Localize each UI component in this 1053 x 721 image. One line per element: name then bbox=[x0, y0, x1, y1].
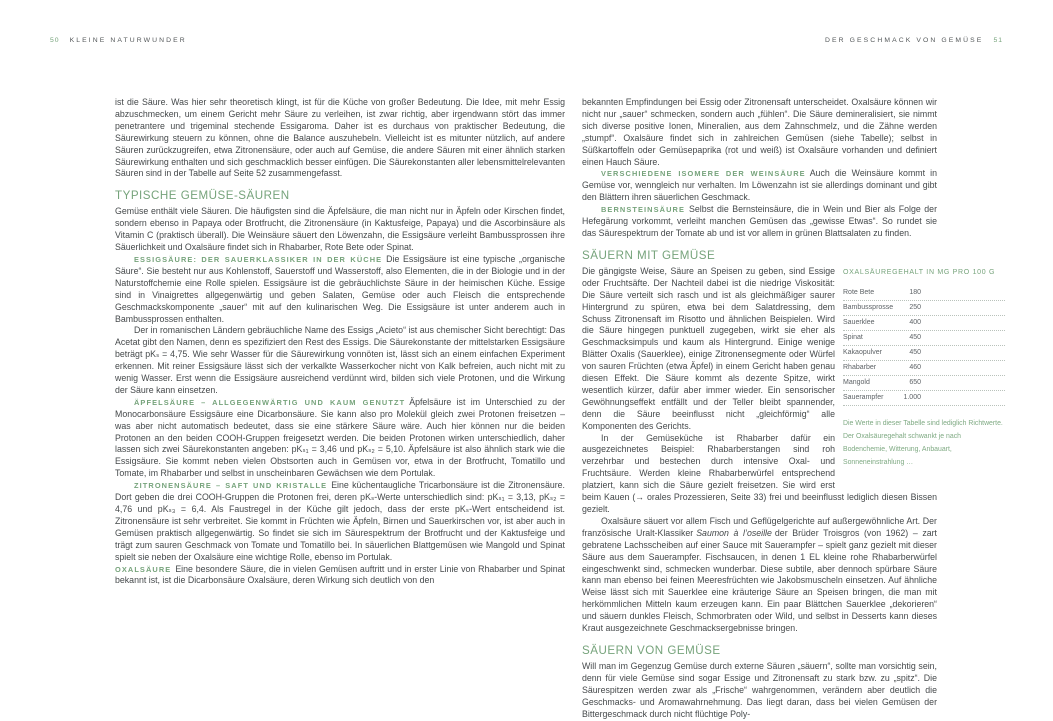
table-row-label: Kakaopulver bbox=[843, 348, 882, 356]
paragraph-text: Äpfelsäure ist im Unterschied zu der Monocarbonsäure Essigsäure eine Dicarbonsäure. Sie kann also pro Molekül gleich zwei Protonen freisetzen – was aber nicht automatisch bedeutet, dass sie eine stärkere Säure wäre. Auch hier können nur die beiden Protonen an den beiden COOH-Gruppen freigesetzt werden. Die beiden Protonen wirken unterschiedlich, daher lassen sich zwei Säurekonstanten angeben: pKₛ₁ = 3,46 und pKₛ₂ = 5,10. Äpfelsäure ist also ähnlich stark wie die Essigsäure. Sie kommt neben vielen Obstsorten auch in Gemüsen vor, etwa in der Brotfrucht, Tomatillo und Tomate, im Rhabarber und selbst in unscheinbaren Gewächsen wie dem Portulak. bbox=[115, 396, 565, 479]
runin-heading: VERSCHIEDENE ISOMERE DER WEINSÄURE bbox=[601, 169, 806, 179]
running-head-left bbox=[50, 37, 187, 44]
dish-name-italic: Saumon à l’oseille bbox=[696, 527, 772, 538]
table-row-value: 450 bbox=[909, 333, 921, 341]
paragraph: ist die Säure. Was hier sehr theoretisch klingt, ist für die Küche von großer Bedeutung. Die Idee, mit mehr Essig abzuschmecken, um einem Gericht mehr Säure zu verleihen, ist zwar richtig, aber irgendwann stört das immer penetrantere und trigeminal stechende Essigaroma. Daher ist es durchaus von praktischer Bedeutung, die Säurewirkung steuern zu können, ohne die Balance auszuhebeln. Vielleicht ist es mitunter nützlich, auf andere Säuren zurückzugreifen, etwa Zitronensäure, oder auch auf Gemüse, die andere Säuren mit einer ähnlich starken Säurewirkung enthalten und sich geschmacklich besser einfügen. Die Säurekonstanten aller lebensmittelrelevanten Säuren sind in der Tabelle auf Seite 52 zusammengefasst. bbox=[115, 97, 565, 179]
table-row bbox=[843, 391, 1005, 406]
paragraph-bernsteinsaeure bbox=[582, 204, 937, 240]
page-left bbox=[115, 97, 565, 587]
table-row-label: Bambussprosse bbox=[843, 303, 894, 311]
paragraph-text: Oxalsäure säuert vor allem Fisch und Geflügelgerichte auf außergewöhnliche Art. Der französische Uralt-Klassiker bbox=[582, 515, 937, 538]
paragraph-essigsaeure bbox=[115, 254, 565, 325]
paragraph-zitronensaeure bbox=[115, 480, 565, 563]
paragraph-weinsaeure bbox=[582, 168, 937, 204]
table-row bbox=[843, 361, 1005, 376]
table-row-value: 450 bbox=[909, 348, 921, 356]
runin-heading: ZITRONENSÄURE – SAFT UND KRISTALLE bbox=[134, 481, 328, 491]
table-row-value: 1.000 bbox=[903, 393, 921, 401]
paragraph: Der in romanischen Ländern gebräuchliche Name des Essigs „Acieto“ ist aus chemischer Sicht berechtigt: Das Acetat gibt den Namen, denn es spezifiziert den Rest des Essigs. Die Säurekonstante der mittelstarken Essigsäure beträgt pKₛ = 4,75. Wie sehr Wasser für die Säurewirkung vonnöten ist, lässt sich an einem einfachen Experiment erkennen. Mit reiner Essigsäure lässt sich der verkalkte Wasserkocher nicht von Kalk befreien, auch nicht mit zu wenig Wasser. Erst wenn die Essigsäure ausreichend verdünnt wird, bilden sich viele Protonen, und die Wirkung der Säure kann einsetzen. bbox=[115, 325, 565, 395]
table-row-value: 400 bbox=[909, 318, 921, 326]
table-title: OXALSÄUREGEHALT IN MG PRO 100 G bbox=[843, 268, 996, 276]
page-number-left: 50 bbox=[50, 37, 60, 44]
paragraph-aepfelsaeure bbox=[115, 397, 565, 480]
paragraph: Gemüse enthält viele Säuren. Die häufigsten sind die Äpfelsäure, die man nicht nur in Äpfeln oder Kirschen findet, sondern ebenso in Papaya oder Brotfrucht, die Zitronensäure (in Kaktusfeige, Papaya) und die Ascorbinsäure als Vitamin C (praktisch überall). Die Weinsäure säuert den Löwenzahn, die Essigsäure verleiht Bambussprossen ihre Säuerlichkeit und Oxalsäure findet sich in Rhabarber, Rote Bete oder Spinat. bbox=[115, 206, 565, 253]
table-row-value: 180 bbox=[909, 288, 921, 296]
page-right bbox=[582, 97, 1005, 721]
paragraph-oxalsaeure bbox=[115, 564, 565, 588]
running-title-right: DER GESCHMACK VON GEMÜSE bbox=[825, 37, 984, 44]
table-row-label: Sauerklee bbox=[843, 318, 875, 326]
paragraph-text: Die Essigsäure ist eine typische „organische Säure“. Sie besteht nur aus Kohlenstoff, Sauerstoff und Wasserstoff, also Elementen, die in der Biologie und in der Naturstoffchemie eine Rolle spielen. Essigsäure ist die gebräuchlichste Säure in der heimischen Küche. Essige sind in Vinaigrettes allgegenwärtig und geben Salaten, Gemüse oder auch Fleisch die entsprechende Geschmackskomponente „sauer“ mit auf den kulinarischen Weg. Die Essigsäure ist unter anderem auch in Bambussprossen enthalten. bbox=[115, 253, 565, 324]
runin-heading: ESSIGSÄURE: DER SAUERKLASSIKER IN DER KÜCHE bbox=[134, 254, 383, 264]
table-row bbox=[843, 346, 1005, 361]
table-caption: Die Werte in dieser Tabelle sind lediglich Richtwerte. Der Oxalsäuregehalt schwankt je nach Bodenchemie, Witterung, Anbauart, Sonneneinstrahlung … bbox=[843, 419, 1003, 467]
section-heading-saeuern-von-gemuese: SÄUERN VON GEMÜSE bbox=[582, 643, 721, 657]
runin-heading: ÄPFELSÄURE – ALLGEGENWÄRTIG UND KAUM GENUTZT bbox=[134, 397, 406, 407]
table-row bbox=[843, 301, 1005, 316]
table-row-label: Sauerampfer bbox=[843, 393, 884, 401]
running-head-right bbox=[825, 37, 1003, 44]
table-row-label: Spinat bbox=[843, 333, 863, 341]
table-row-value: 460 bbox=[909, 363, 921, 371]
paragraph: Die gängigste Weise, Säure an Speisen zu geben, sind Essige oder Fruchtsäfte. Der Nachteil dabei ist die niedrige Viskosität: Die Säure verteilt sich rasch und ist als gleichmäßiger saurer Hintergrund zu spüren, etwa bei dem Salatdressing, dem Schuss Zitronensaft im Risotto und ähnlichen Beispielen. Wird die Säure hingegen punktuell zugegeben, wirkt sie eher als Geschmacksimpuls und kaum als Hintergrund. Einige wenige Blätter Oxalis (Sauerklee), einige Zitronensegmente oder Würfel von sauren Früchten (etwa Äpfel) in einem Gericht haben genau diesen Effekt. Die Säure kommt als dezente Spitze, wirkt wesentlich kürzer, dafür aber immer wieder. Ein sensorischer Gewöhnungseffekt entfällt und der Teller bleibt spannender, denn die Säure beeinflusst nicht „gleichförmig“ alle Komponenten des Gerichts. bbox=[582, 265, 835, 431]
table-row-label: Rote Bete bbox=[843, 288, 875, 296]
oxalic-acid-content-table bbox=[843, 269, 1005, 477]
running-title-left: KLEINE NATURWUNDER bbox=[69, 37, 187, 44]
runin-heading: OXALSÄURE bbox=[115, 564, 172, 574]
table-row bbox=[843, 316, 1005, 331]
table-row bbox=[843, 331, 1005, 346]
section-heading-typische-gemuese-saeuren: TYPISCHE GEMÜSE-SÄUREN bbox=[115, 189, 290, 203]
runin-heading: BERNSTEINSÄURE bbox=[601, 205, 685, 215]
paragraph-text: Eine küchentaugliche Tricarbonsäure ist die Zitronensäure. Dort geben die drei COOH-Gruppen die Protonen frei, deren pKₛ-Werte unterschiedlich sind: pKₛ₁ = 3,13, pKₛ₂ = 4,76 und pKₛ₃ = 6,4. Als Faustregel in der Küche gilt jedoch, dass der erste pKₛ-Wert entscheidend ist. Zitronensäure ist sehr verbreitet. Sie kommt in Früchten wie Äpfeln, Birnen und Sauerkirschen vor, ist aber auch in Gemüsen praktisch allgegenwärtig. So findet sie sich im Säurespektrum der Brotfrucht und der Kaktusfeige und trägt zum sauren Geschmack von Tomate und Tomatillo bei. In säuerlichen Blattgemüsen wie Mangold und Spinat spielt sie neben der Oxalsäure eine wichtige Rolle, ebenso im Portulak. bbox=[115, 480, 566, 562]
section-heading-saeuern-mit-gemuese: SÄUERN MIT GEMÜSE bbox=[582, 248, 716, 262]
page-number-right: 51 bbox=[993, 37, 1003, 44]
paragraph: Will man im Gegenzug Gemüse durch externe Säuren „säuern“, sollte man vorsichtig sein, denn für viele Gemüse sind sogar Essige und Zitronensaft zu stark bzw. zu „spitz“. Die Säurespitzen werden zwar als „Frische“ wahrgenommen, verändern aber deutlich die Geschmacks- und Aromawahrnehmung. Das liegt daran, dass bei vielen Gemüsen der Bittergeschmack durch nicht flüchtige Poly- bbox=[582, 660, 937, 719]
paragraph: bekannten Empfindungen bei Essig oder Zitronensaft unterscheidet. Oxalsäure können wir nicht nur „sauer“ schmecken, sondern auch „fühlen“. Die Säure demineralisiert, sie nimmt sich diverse positive Ionen, Mineralien, aus dem Zahnschmelz, und die Zähne werden „stumpf“. Oxalsäure findet sich in zahlreichen Gemüsen (siehe Tabelle); selbst in Süßkartoffeln oder Gemüsepaprika (rot und weiß) ist Oxalsäure vorhanden und definiert einen Hauch Säure. bbox=[582, 97, 937, 167]
paragraph-text: Auch die Weinsäure kommt in Gemüse vor, wenngleich nur verhalten. Im Löwenzahn ist sie allerdings dominant und gibt den Blättern ihren säuerlichen Geschmack. bbox=[582, 168, 937, 203]
paragraph-text: Selbst die Bernsteinsäure, die in Wein und Bier als Folge der Hefegärung vorkommt, verleiht manchen Gemüsen das „gewisse Etwas“. So rundet sie das Säurespektrum der Tomate ab und ist vor allem in grünen Blattsalaten zu finden. bbox=[582, 204, 937, 238]
table-row-value: 650 bbox=[909, 378, 921, 386]
table-row-value: 250 bbox=[909, 303, 921, 311]
paragraph-saumon-oseille bbox=[582, 516, 937, 635]
table-row-label: Mangold bbox=[843, 378, 870, 386]
paragraph: In der Gemüseküche ist Rhabarber dafür ein ausgezeichnetes Beispiel: Rhabarberstangen sind roh verzehrbar und bestechen durch intensive Oxal- und Fruchtsäure. Werden kleine Rhabarberwürfel entsprechend platziert, kann sich die Säure gezielt freisetzen. Sie wird erst beim Kauen (→ orales Prozessieren, Seite 33) frei und beeinflusst lediglich diesen Bissen gezielt. bbox=[582, 432, 937, 514]
table-row bbox=[843, 376, 1005, 391]
table-row-label: Rhabarber bbox=[843, 363, 877, 371]
table-row bbox=[843, 286, 1005, 301]
paragraph-text: der Brüder Troisgros (von 1962) – zart gebratene Lachsscheiben auf einer Sauce mit Sauerampfer – spielt ganz gezielt mit dieser Säure aus dem Sauerampfer. Fischsaucen, in denen 1 EL kleine rohe Rhabarberwürfel eingeschwenkt sind, schmecken wunderbar. Diese subtile, aber dennoch spürbare Säure kann man ebenso bei feinen Meeresfrüchten wie Jakobsmuscheln einsetzen. Auf ähnliche Weise lässt sich mit Sauerklee eine kräuterige Säure an Speisen bringen, die man mit herkömmlichen Mitteln kaum erzeugen kann. Ein paar Blättchen Sauerklee „dekorieren“ und säuern dunkles Fleisch, Schmorbraten oder Wild, und selbst in Desserts kann dieses Kraut ausgezeichnete Geschmacksergebnisse bringen. bbox=[582, 527, 937, 634]
paragraph-text: Eine besondere Säure, die in vielen Gemüsen auftritt und in erster Linie von Rhabarber und Spinat bekannt ist, ist die Dicarbonsäure Oxalsäure, deren Wirkung sich deutlich von den bbox=[115, 563, 565, 586]
